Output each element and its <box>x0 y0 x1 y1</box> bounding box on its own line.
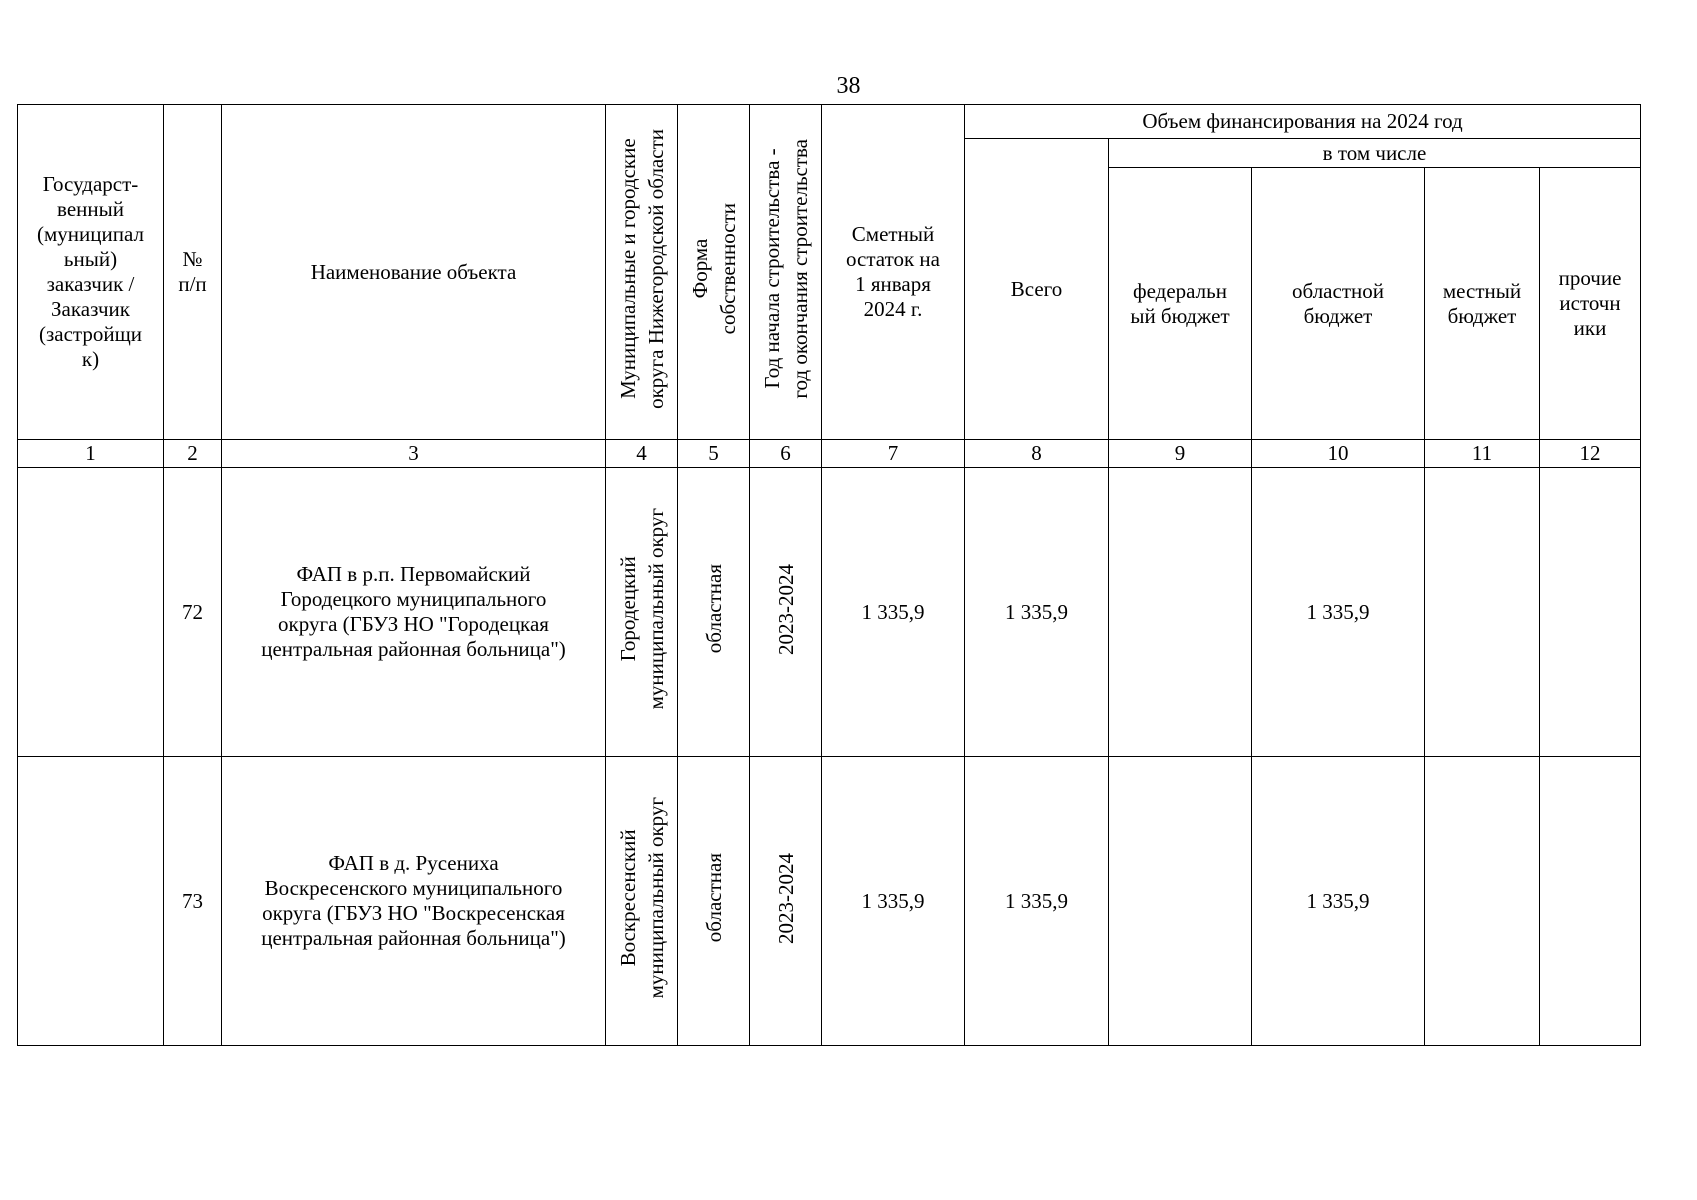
column-number: 12 <box>1540 440 1641 468</box>
header-ownership: Форма собственности <box>678 105 750 440</box>
header-regional: областной бюджет <box>1252 168 1425 440</box>
cell-estimate: 1 335,9 <box>822 468 965 757</box>
column-number: 9 <box>1109 440 1252 468</box>
cell-object-name: ФАП в р.п. Первомайский Городецкого муниципального округа (ГБУЗ НО "Городецкая центральная районная больница") <box>222 468 606 757</box>
cell-other <box>1540 468 1641 757</box>
header-federal: федеральн ый бюджет <box>1109 168 1252 440</box>
column-number: 1 <box>18 440 164 468</box>
column-number: 2 <box>164 440 222 468</box>
column-number: 7 <box>822 440 965 468</box>
cell-federal <box>1109 757 1252 1046</box>
column-numbers-row <box>18 440 1641 468</box>
column-number: 5 <box>678 440 750 468</box>
cell-local <box>1425 468 1540 757</box>
header-including: в том числе <box>1109 139 1641 168</box>
cell-municipality: Городецкий муниципальный округ <box>606 468 678 757</box>
cell-local <box>1425 757 1540 1046</box>
cell-federal <box>1109 468 1252 757</box>
column-number: 4 <box>606 440 678 468</box>
header-local: местный бюджет <box>1425 168 1540 440</box>
header-object-name: Наименование объекта <box>222 105 606 440</box>
cell-object-name: ФАП в д. Русениха Воскресенского муниципального округа (ГБУЗ НО "Воскресенская центральная районная больница") <box>222 757 606 1046</box>
header-total: Всего <box>965 139 1109 440</box>
header-estimate: Сметный остаток на 1 января 2024 г. <box>822 105 965 440</box>
cell-customer <box>18 757 164 1046</box>
column-number: 10 <box>1252 440 1425 468</box>
cell-years: 2023-2024 <box>750 757 822 1046</box>
header-years: Год начала строительства - год окончания строительства <box>750 105 822 440</box>
column-number: 6 <box>750 440 822 468</box>
cell-regional: 1 335,9 <box>1252 468 1425 757</box>
cell-municipality: Воскресенский муниципальный округ <box>606 757 678 1046</box>
page-number: 38 <box>836 73 861 99</box>
column-number: 11 <box>1425 440 1540 468</box>
header-other: прочие источн ики <box>1540 168 1641 440</box>
header-funding-group: Объем финансирования на 2024 год <box>965 105 1641 139</box>
cell-number: 73 <box>164 757 222 1046</box>
cell-total: 1 335,9 <box>965 757 1109 1046</box>
column-number: 3 <box>222 440 606 468</box>
cell-number: 72 <box>164 468 222 757</box>
cell-years: 2023-2024 <box>750 468 822 757</box>
column-number: 8 <box>965 440 1109 468</box>
table-row <box>18 468 1641 757</box>
cell-estimate: 1 335,9 <box>822 757 965 1046</box>
header-municipality: Муниципальные и городские округа Нижегородской области <box>606 105 678 440</box>
cell-ownership: областная <box>678 468 750 757</box>
header-customer: Государст- венный (муниципал ьный) заказчик / Заказчик (застройщи к) <box>18 105 164 440</box>
cell-total: 1 335,9 <box>965 468 1109 757</box>
cell-other <box>1540 757 1641 1046</box>
header-number: № п/п <box>164 105 222 440</box>
financing-table <box>17 104 1641 1046</box>
table-row <box>18 757 1641 1046</box>
cell-regional: 1 335,9 <box>1252 757 1425 1046</box>
cell-customer <box>18 468 164 757</box>
cell-ownership: областная <box>678 757 750 1046</box>
